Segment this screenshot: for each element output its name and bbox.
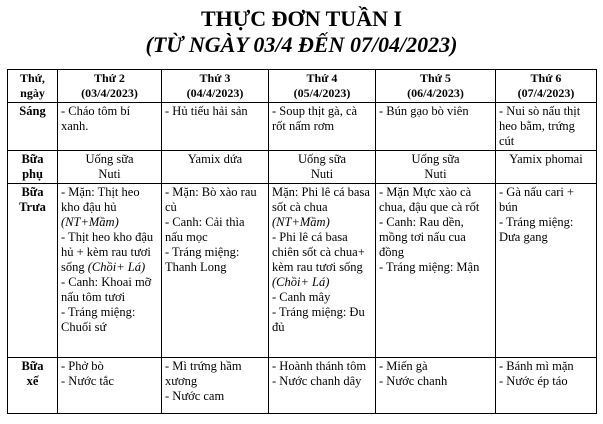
- meal-cell: [58, 103, 162, 151]
- meal-cell: [496, 103, 597, 151]
- day-header-wed: [269, 70, 376, 103]
- menu-item: - Mặn Mực xào cà chua, đậu que cà rốt: [379, 185, 480, 214]
- menu-item: - Hủ tiếu hải sản: [165, 104, 248, 118]
- meal-label-line: Bữa: [21, 359, 44, 373]
- day-header-fri: [496, 70, 597, 103]
- menu-item: - Nước tắc: [61, 374, 114, 388]
- meal-cell: [269, 151, 376, 184]
- menu-item: Uống sữa: [85, 152, 134, 166]
- menu-item: - Phi lê cá basa chiên sốt cà chua+ kèm rau tươi sống: [272, 230, 365, 274]
- meal-label-line: phụ: [22, 167, 43, 181]
- menu-item: - Canh: Cải thìa nấu mọc: [165, 215, 245, 244]
- menu-item: - Gà nấu cari + bún: [499, 185, 575, 214]
- meal-cell: [376, 151, 496, 184]
- day-date: (04/4/2023): [186, 86, 244, 100]
- menu-item: Nuti: [98, 167, 121, 181]
- menu-note: (NT+Mầm): [272, 215, 330, 229]
- menu-item: Nuti: [310, 167, 334, 181]
- menu-item: - Phở bò: [61, 359, 104, 373]
- meal-cell: [162, 358, 269, 414]
- day-name: Thứ 5: [420, 71, 451, 85]
- meal-label: [8, 184, 58, 358]
- meal-cell: [376, 184, 496, 358]
- menu-item: - Tráng miệng: Dưa gang: [499, 215, 574, 244]
- meal-cell: [269, 358, 376, 414]
- day-header-thu: [376, 70, 496, 103]
- meal-label: Sáng: [8, 103, 58, 151]
- menu-item: - Thịt heo kho đậu hủ + kèm rau tươi sống: [61, 230, 154, 274]
- day-date: (03/4/2023): [81, 86, 138, 100]
- day-date: (06/4/2023): [407, 86, 464, 100]
- day-name: Thứ 2: [94, 71, 125, 85]
- menu-item: - Tráng miệng: Chuối sứ: [61, 305, 136, 334]
- menu-note: (NT+Mầm): [61, 215, 119, 229]
- menu-item: - Hoành thánh tôm: [272, 359, 367, 373]
- menu-item: - Tráng miệng: Đu đủ: [272, 305, 365, 334]
- meal-row-lunch: [8, 184, 597, 358]
- meal-cell: [376, 358, 496, 414]
- page-subtitle: (TỪ NGÀY 03/4 ĐẾN 07/04/2023): [145, 32, 458, 57]
- meal-label: [8, 151, 58, 184]
- meal-row-breakfast: [8, 103, 597, 151]
- meal-cell: [162, 151, 269, 184]
- menu-item: Yamix dứa: [187, 152, 243, 166]
- menu-item: - Mặn: Bò xào rau củ: [165, 185, 257, 214]
- day-name: Thứ 4: [306, 71, 338, 85]
- menu-item: - Soup thịt gà, cà rốt nấm rơm: [272, 104, 358, 133]
- menu-item: - Nước chanh dây: [272, 374, 362, 388]
- meal-label-line: Bữa: [21, 152, 44, 166]
- menu-item: - Canh: Rau dền, mồng tơi nấu cua đồng: [379, 215, 466, 259]
- menu-item: - Mì trứng hầm xương: [165, 359, 242, 388]
- day-date: (07/4/2023): [517, 86, 575, 100]
- menu-item: Nuti: [424, 167, 447, 181]
- menu-item: - Mặn: Thịt heo kho đậu hủ: [61, 185, 140, 214]
- menu-table: [7, 69, 597, 414]
- menu-item: - Cháo tôm bí xanh.: [61, 104, 131, 133]
- menu-item: Yamix phomai: [509, 152, 583, 166]
- menu-item: - Bánh mì mặn: [499, 359, 574, 373]
- meal-cell: [376, 103, 496, 151]
- corner-header-line: Thứ,: [20, 71, 45, 85]
- meal-label-line: Bữa: [21, 185, 44, 199]
- menu-item: - Canh mây: [272, 290, 331, 304]
- corner-header-line: ngày: [20, 86, 45, 100]
- page-title: THỰC ĐƠN TUẦN I: [200, 6, 403, 31]
- menu-item: - Nước cam: [165, 389, 225, 403]
- menu-item: Uống sữa: [411, 152, 460, 166]
- day-header-mon: [58, 70, 162, 103]
- menu-item: - Canh: Khoai mỡ nấu tôm tươi: [61, 275, 152, 304]
- day-date: (05/4/2023): [293, 86, 351, 100]
- header-row: [8, 70, 597, 103]
- meal-row-snack: [8, 151, 597, 184]
- menu-item: Mặn: Phi lê cá basa sốt cà chua: [272, 185, 370, 214]
- day-name: Thứ 6: [530, 71, 562, 85]
- meal-cell: [58, 151, 162, 184]
- menu-item: - Miến gà: [379, 359, 428, 373]
- menu-item: - Nước chanh: [379, 374, 448, 388]
- menu-note: (Chồi+ Lá): [87, 260, 146, 274]
- menu-note: (Chồi+ Lá): [272, 275, 330, 289]
- meal-cell: [269, 184, 376, 358]
- meal-cell: [496, 358, 597, 414]
- meal-cell: [269, 103, 376, 151]
- corner-header: [8, 70, 58, 103]
- meal-cell: [58, 184, 162, 358]
- menu-item: Uống sữa: [297, 152, 347, 166]
- meal-label-line: xế: [26, 374, 39, 388]
- meal-row-afternoon: [8, 358, 597, 414]
- meal-cell: [496, 184, 597, 358]
- menu-item: - Bún gạo bò viên: [379, 104, 469, 118]
- menu-item: - Nước ép táo: [499, 374, 568, 388]
- meal-cell: [162, 184, 269, 358]
- meal-label: [8, 358, 58, 414]
- menu-item: - Tráng miệng: Thanh Long: [165, 245, 240, 274]
- meal-cell: [58, 358, 162, 414]
- day-name: Thứ 3: [199, 71, 231, 85]
- meal-cell: [162, 103, 269, 151]
- meal-label-line: Trưa: [19, 200, 46, 214]
- menu-item: - Nui sò nấu thịt heo bằm, trứng cút: [499, 104, 581, 148]
- meal-cell: [496, 151, 597, 184]
- day-header-tue: [162, 70, 269, 103]
- menu-item: - Tráng miệng: Mận: [379, 260, 480, 274]
